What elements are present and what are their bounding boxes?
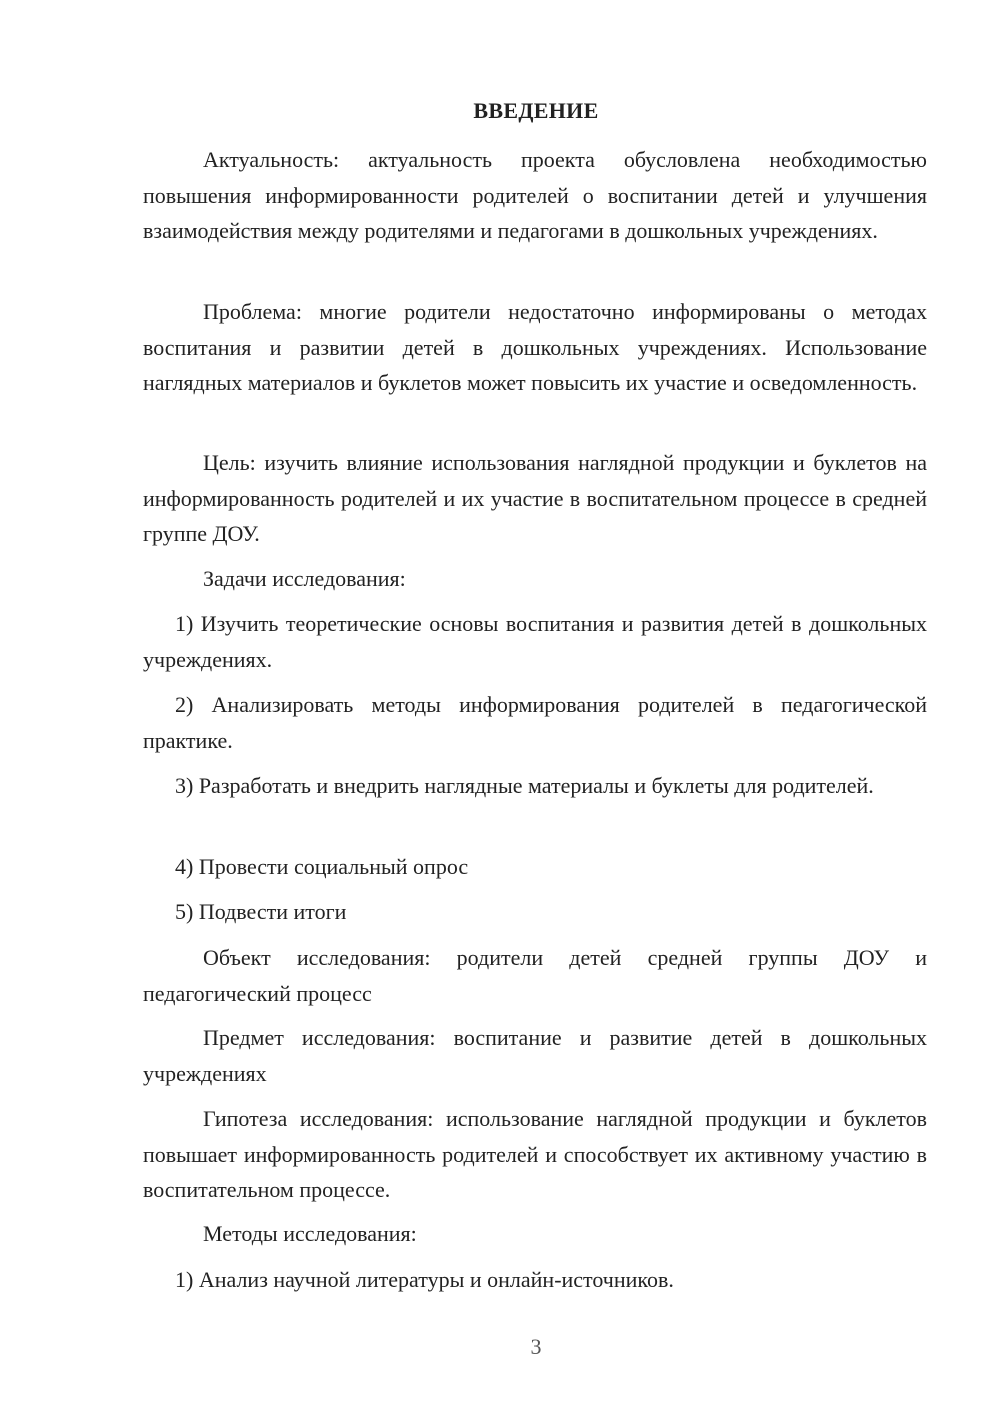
method-item-1: 1) Анализ научной литературы и онлайн-источников. [175, 1267, 674, 1292]
page-number: 3 [530, 1334, 542, 1359]
task-item-2: 2) Анализировать методы информирования родителей в педагогической практике. [143, 692, 927, 753]
hypothesis-paragraph: Гипотеза исследования: использование наглядной продукции и буклетов повышает информированность родителей и способствует их активному участию в воспитательном процессе. [143, 1106, 927, 1202]
task-item-1: 1) Изучить теоретические основы воспитания и развития детей в дошкольных учреждениях. [143, 611, 927, 672]
subject-paragraph: Предмет исследования: воспитание и развитие детей в дошкольных учреждениях [143, 1025, 927, 1086]
goal-paragraph: Цель: изучить влияние использования наглядной продукции и буклетов на информированность родителей и их участие в воспитательном процессе в средней группе ДОУ. [143, 450, 927, 546]
task-item-4: 4) Провести социальный опрос [175, 854, 469, 879]
page-title: ВВЕДЕНИЕ [473, 98, 599, 123]
problem-paragraph: Проблема: многие родители недостаточно информированы о методах воспитания и развитии детей в дошкольных учреждениях. Использование наглядных материалов и буклетов может повысить их участие и осведомленность. [143, 299, 927, 395]
tasks-heading: Задачи исследования: [203, 566, 406, 591]
relevance-paragraph: Актуальность: актуальность проекта обусловлена необходимостью повышения информированности родителей о воспитании детей и улучшения взаимодействия между родителями и педагогами в дошкольных учреждениях. [143, 147, 927, 243]
object-paragraph: Объект исследования: родители детей средней группы ДОУ и педагогический процесс [143, 945, 927, 1006]
task-item-3: 3) Разработать и внедрить наглядные материалы и буклеты для родителей. [175, 773, 874, 798]
methods-heading: Методы исследования: [203, 1221, 417, 1246]
task-item-5: 5) Подвести итоги [175, 899, 347, 924]
